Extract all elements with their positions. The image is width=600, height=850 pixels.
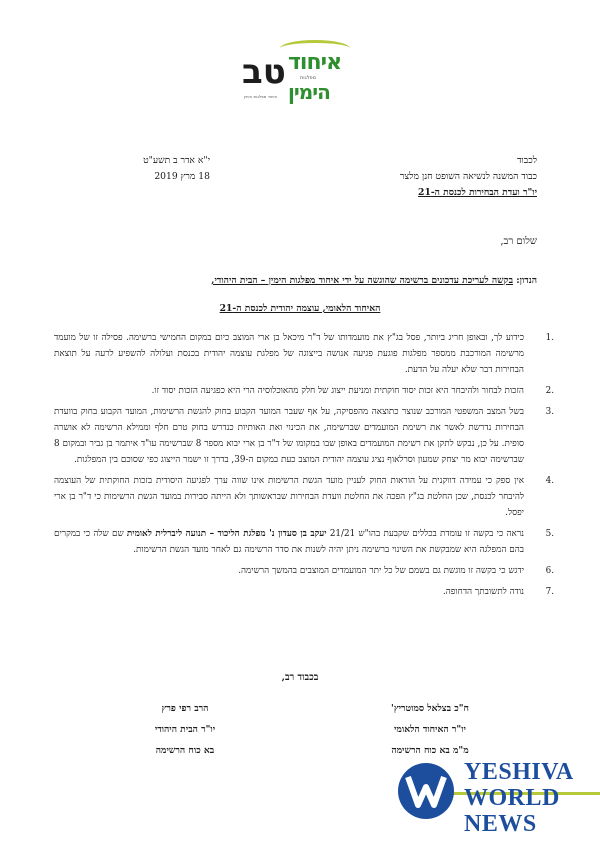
date-gregorian: 18 מרץ 2019 — [154, 171, 210, 182]
item-number: .5 — [545, 529, 554, 539]
item-text: ידגש כי בקשה זו מוגשת גם בשמם של כל יתר המועמדים המוצבים בהמשך הרשימה. — [238, 566, 524, 576]
list-item — [54, 404, 554, 468]
signature-name: הרב רפי פרץ — [161, 703, 209, 714]
addressee-to: לכבוד — [517, 155, 537, 166]
item-text: אין ספק כי עמידה דווקנית על הוראות החוק לעניין מועד הגשת הרשימות אינו שווה ערך לפגיעה היסודית בזכות החוקתית של העוצמה להיבחר לכנסת, שכן החלטת בג"ץ הפכה את החלטת וועדת הבחירות שבראשותך ולא הייתה סבירות במועד הגשת הרשימות כי ד"ר בן ארי יפסל. — [54, 476, 524, 518]
signature-role: מ"מ בא כוח הרשימה — [391, 745, 469, 756]
list-item — [54, 473, 554, 521]
watermark — [398, 755, 598, 845]
list-item — [54, 330, 554, 378]
item-number: .7 — [545, 587, 554, 597]
party-logo — [238, 38, 348, 108]
item-text: הזכות לבחור ולהיבחר היא זכות יסוד חוקתית ומניעת ייצוג של חלק מהאוכלוסיה הרי היא כפגיעה הזכות יסוד זו. — [151, 386, 524, 396]
addressee-block — [287, 153, 537, 201]
signature-name: ח"כ בצלאל סמוטריץ' — [391, 703, 469, 714]
signature-role: יו"ר הבית היהודי — [154, 724, 216, 735]
logo-main-word: טב — [242, 52, 286, 92]
logo-tagline: איחוד מפלגות הימין — [244, 94, 278, 99]
addressee-recipient: כבוד המשנה לנשיאה השופט חנן מלצר — [399, 171, 537, 182]
subject-prefix: הנדון: — [516, 275, 537, 286]
list-item — [54, 526, 554, 558]
closing: בכבוד רב, — [281, 672, 319, 683]
item-text: כידוע לך, ובאופן חריג ביותר, פסל בג"ץ את מועמדותו של ד"ר מיכאל בן ארי המוצב כיום במקום החמישי ברשימה. פסילה זו של מועמד מרשימה המורכבת ממספר מפלגות פוגעת פגיעה אנושה בייצוגה של מפלגת עוצמה יהודית בכנסת ועלולה להשפיע לרעה על תוצאת הבחירות דבר שלא יעלה על הדעת. — [54, 333, 524, 375]
logo-party-top: איחוד — [288, 50, 342, 75]
item-text-before: נראה כי בקשה זו עומדת בכללים שקבעת בהו"ש 21/21 — [326, 529, 525, 539]
date-block — [100, 153, 210, 185]
subject-subtitle: האיחוד הלאומי, עוצמה יהודית לכנסת ה-21 — [219, 303, 381, 314]
item-text: נודה לתשובתך הדחופה. — [442, 587, 524, 597]
item-number: .2 — [545, 386, 554, 396]
list-item — [54, 584, 554, 600]
item-number: .6 — [545, 566, 554, 576]
date-hebrew: י"א אדר ב תשע"ט — [143, 155, 210, 166]
list-item — [54, 563, 554, 579]
item-number: .1 — [545, 333, 554, 343]
greeting: שלום רב, — [500, 236, 537, 247]
logo-party-bottom: הימין — [288, 80, 330, 104]
signature-right — [345, 698, 515, 761]
item-number: .3 — [545, 407, 554, 417]
watermark-line3: NEWS — [464, 811, 537, 837]
signature-role: יו"ר האיחוד הלאומי — [394, 724, 466, 735]
list-item — [54, 383, 554, 399]
watermark-logo-icon — [398, 763, 454, 819]
subject-line — [67, 275, 537, 286]
item-text-bold: יעקב בן סעדון נ' מפלגת הליכוד – תנועה ליברלית לאומית — [126, 529, 327, 539]
subject-text: בקשה לעריכת עדכונים ברשימה שהוגשה על ידי איחוד מפלגות הימין – הבית היהודי, — [211, 275, 514, 286]
signature-left — [100, 698, 270, 761]
signature-role: בא כוח הרשימה — [155, 745, 215, 756]
watermark-line2: WORLD — [464, 785, 560, 811]
item-text: בשל המצב המשפטי המורכב שנוצר כתוצאה מהפסיקה, על אף שעבר המועד הקבוע בחוק להגשת הרשימות, המועד הקבוע בחוק בוועדת הבחירות נדרשת לאשר את רשימת המועמדים שברשימה, את הכינוי ואת האותיות כנדרש בחוק טרם חלף וממילא הרשימה לא אושרה סופית. על כן, נבקש לתקן את רשימת המועמדים באופן שבו במקומו של ד"ר בן ארי יבוא מספר 8 שברשימה עו"ד איתמר בן גביר ובמקום 8 שברשימה יבוא מר יצחק שמעון וסרלאוף נציג עוצמה יהודית המוצב כעת במקום ה-39, בדרך זו ישמר הייצוג כפי שסוכם בין המפלגות. — [54, 407, 524, 465]
numbered-list — [54, 330, 554, 605]
addressee-title: יו"ר ועדת הבחירות לכנסת ה-21 — [418, 187, 537, 198]
logo-party-sub: מפלגות — [300, 75, 317, 81]
item-text-after: שם שלה כי במקרים בהם המפלגה היא שמבקשת את השינוי ברשימה ניתן יהיה לשנות את סדר הרשימה גם לאחר מועד הגשת הרשימות. — [54, 529, 524, 555]
item-number: .4 — [545, 476, 554, 486]
watermark-line1: YESHIVA — [464, 759, 574, 785]
